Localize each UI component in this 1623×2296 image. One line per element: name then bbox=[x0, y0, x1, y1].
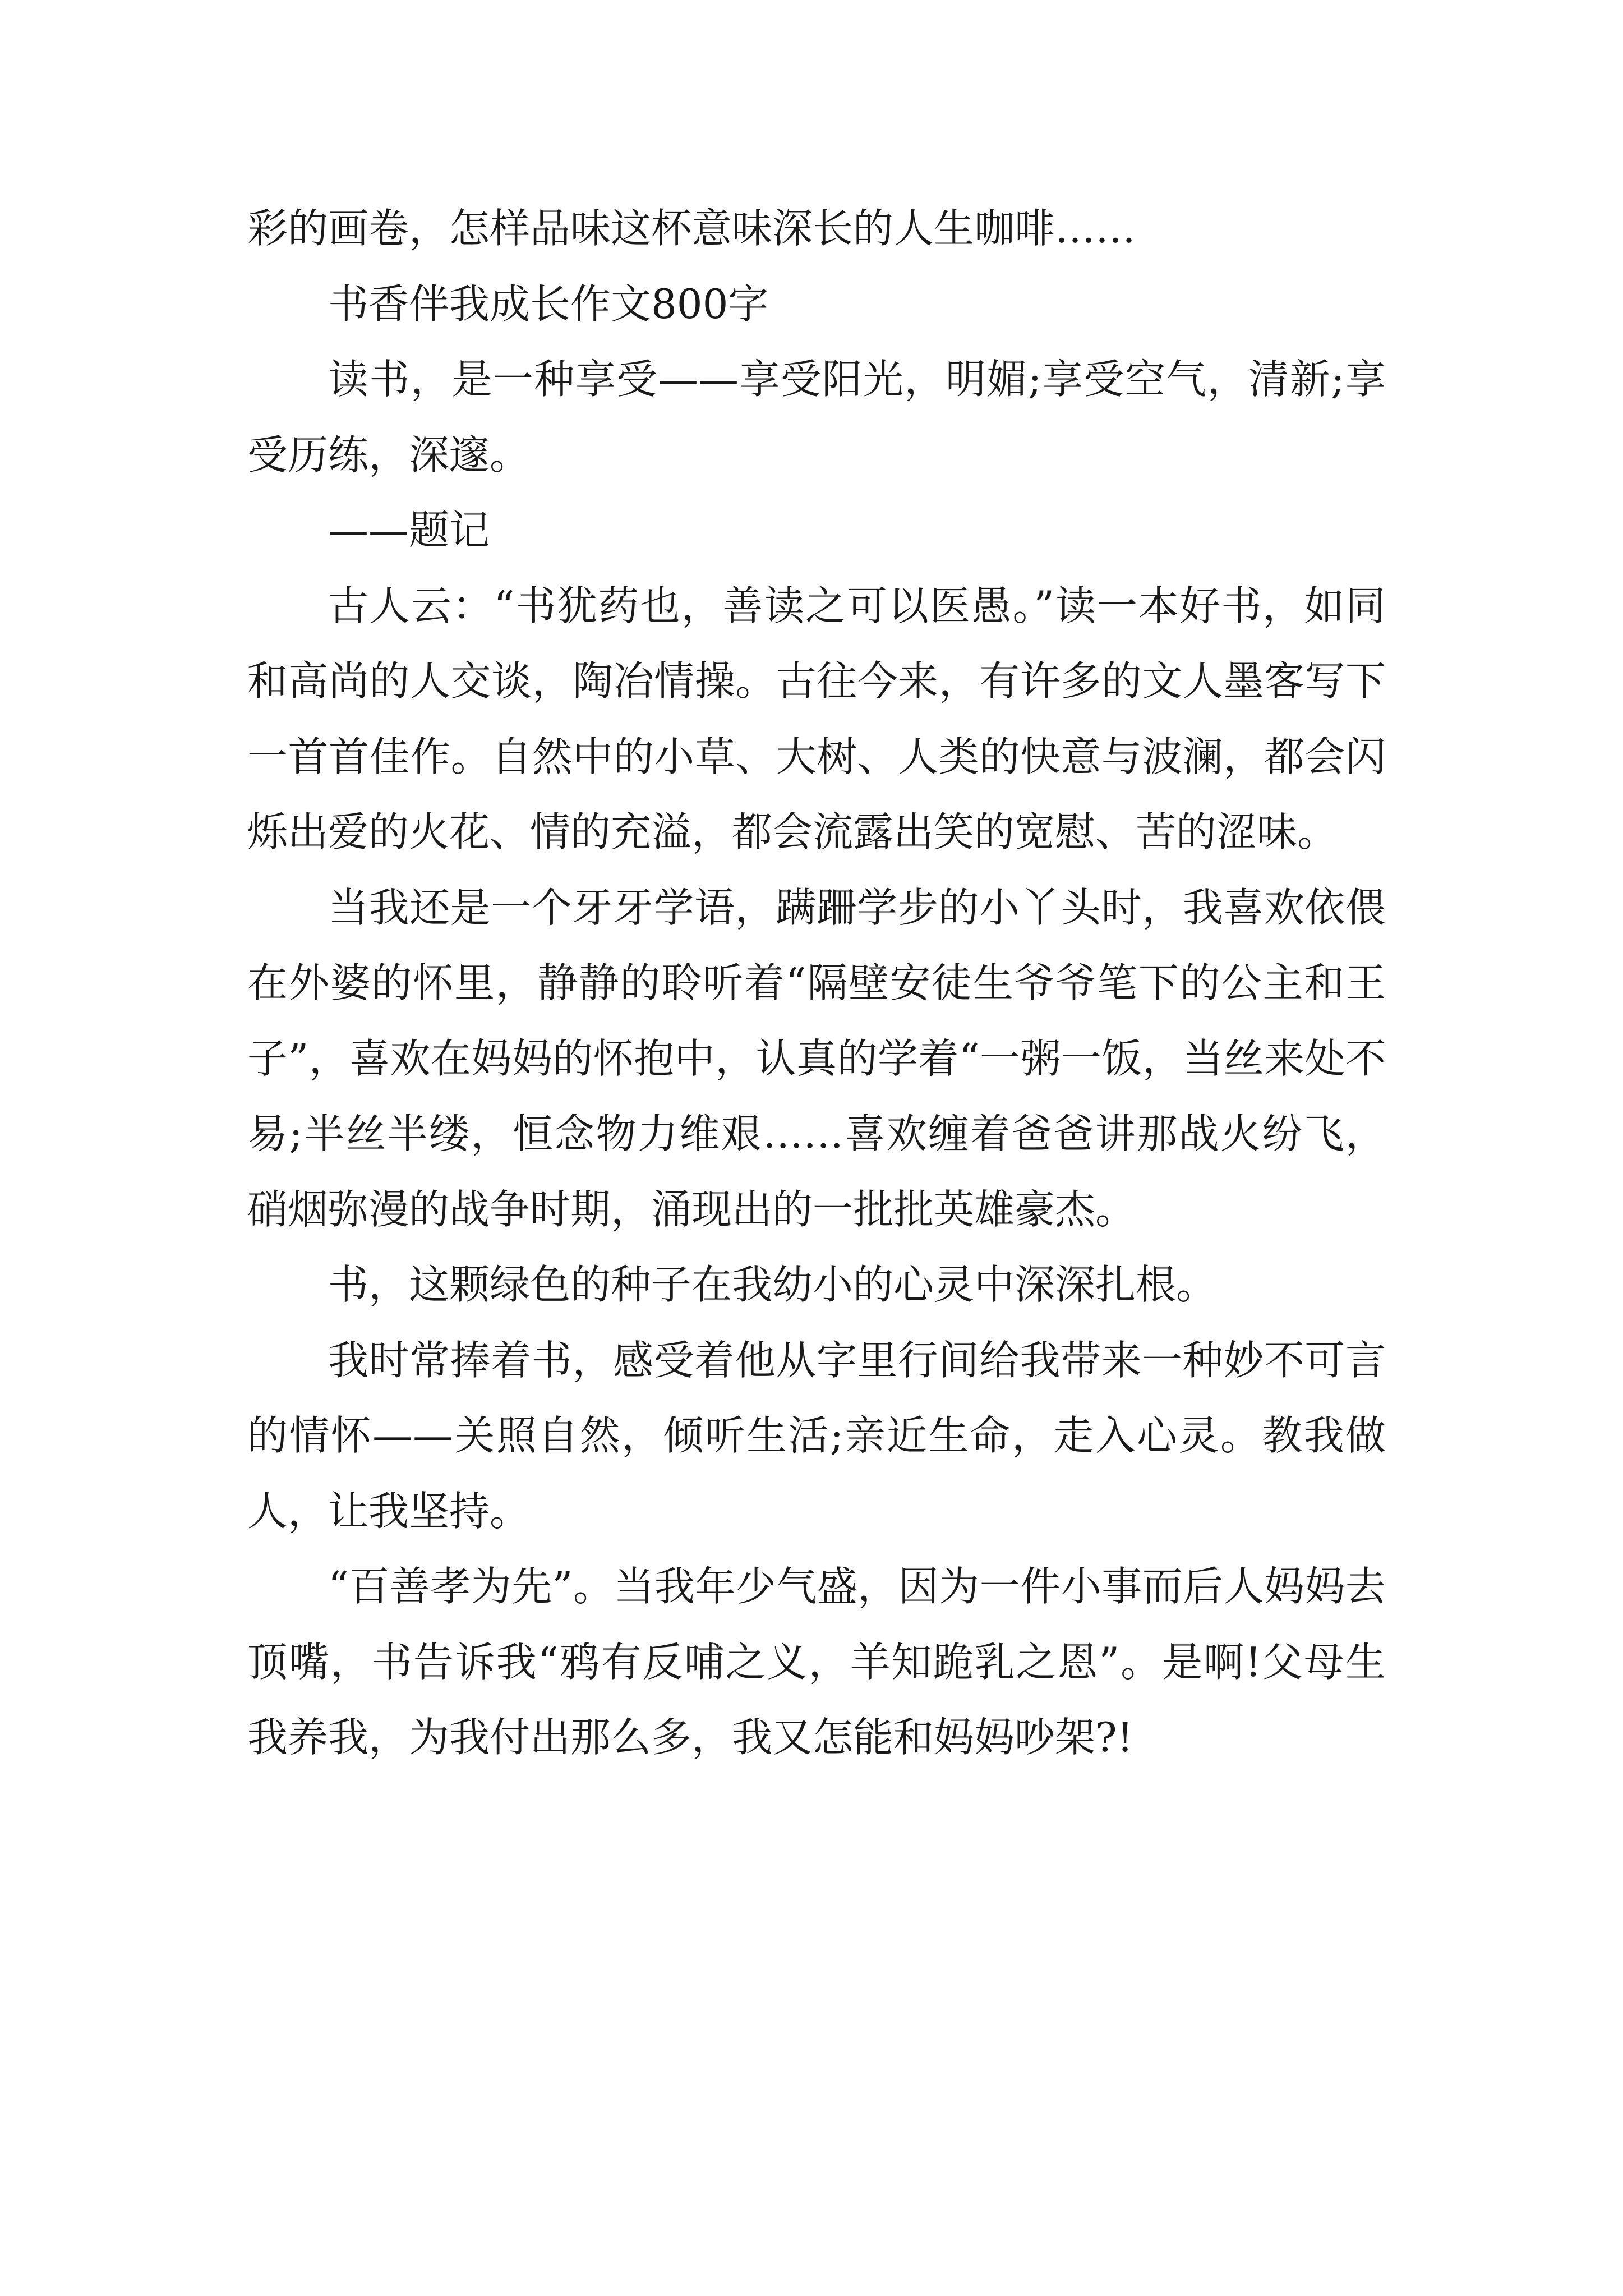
paragraph: 当我还是一个牙牙学语，蹒跚学步的小丫头时，我喜欢依偎在外婆的怀里，静静的聆听着“隔壁安徒生爷爷笔下的公主和王子”，喜欢在妈妈的怀抱中，认真的学着“一粥一饭，当丝来处不易;半丝半缕，恒念物力维艰……喜欢缠着爸爸讲那战火纷飞，硝烟弥漫的战争时期，涌现出的一批批英雄豪杰。 bbox=[247, 884, 1386, 1233]
body-text bbox=[247, 191, 1386, 1775]
epigraph-attribution: ——题记 bbox=[328, 507, 490, 554]
paragraph: 书，这颗绿色的种子在我幼小的心灵中深深扎根。 bbox=[328, 1261, 1217, 1308]
paragraph: 古人云：“书犹药也，善读之可以医愚。”读一本好书，如同和高尚的人交谈，陶冶情操。古往今来，有许多的文人墨客写下一首首佳作。自然中的小草、大树、人类的快意与波澜，都会闪烁出爱的火花、情的充溢，都会流露出笑的宽慰、苦的涩味。 bbox=[247, 582, 1386, 855]
continued-paragraph: 彩的画卷，怎样品味这杯意味深长的人生咖啡…… bbox=[247, 205, 1136, 252]
paragraph: “百善孝为先”。当我年少气盛，因为一件小事而后人妈妈去顶嘴，书告诉我“鸦有反哺之义，羊知跪乳之恩”。是啊!父母生我养我，为我付出那么多，我又怎能和妈妈吵架?! bbox=[247, 1563, 1386, 1761]
epigraph: 读书，是一种享受——享受阳光，明媚;享受空气，清新;享受历练，深邃。 bbox=[247, 356, 1386, 478]
essay-title: 书香伴我成长作文800字 bbox=[328, 280, 769, 328]
paragraph: 我时常捧着书，感受着他从字里行间给我带来一种妙不可言的情怀——关照自然，倾听生活;亲近生命，走入心灵。教我做人，让我坚持。 bbox=[247, 1336, 1386, 1535]
